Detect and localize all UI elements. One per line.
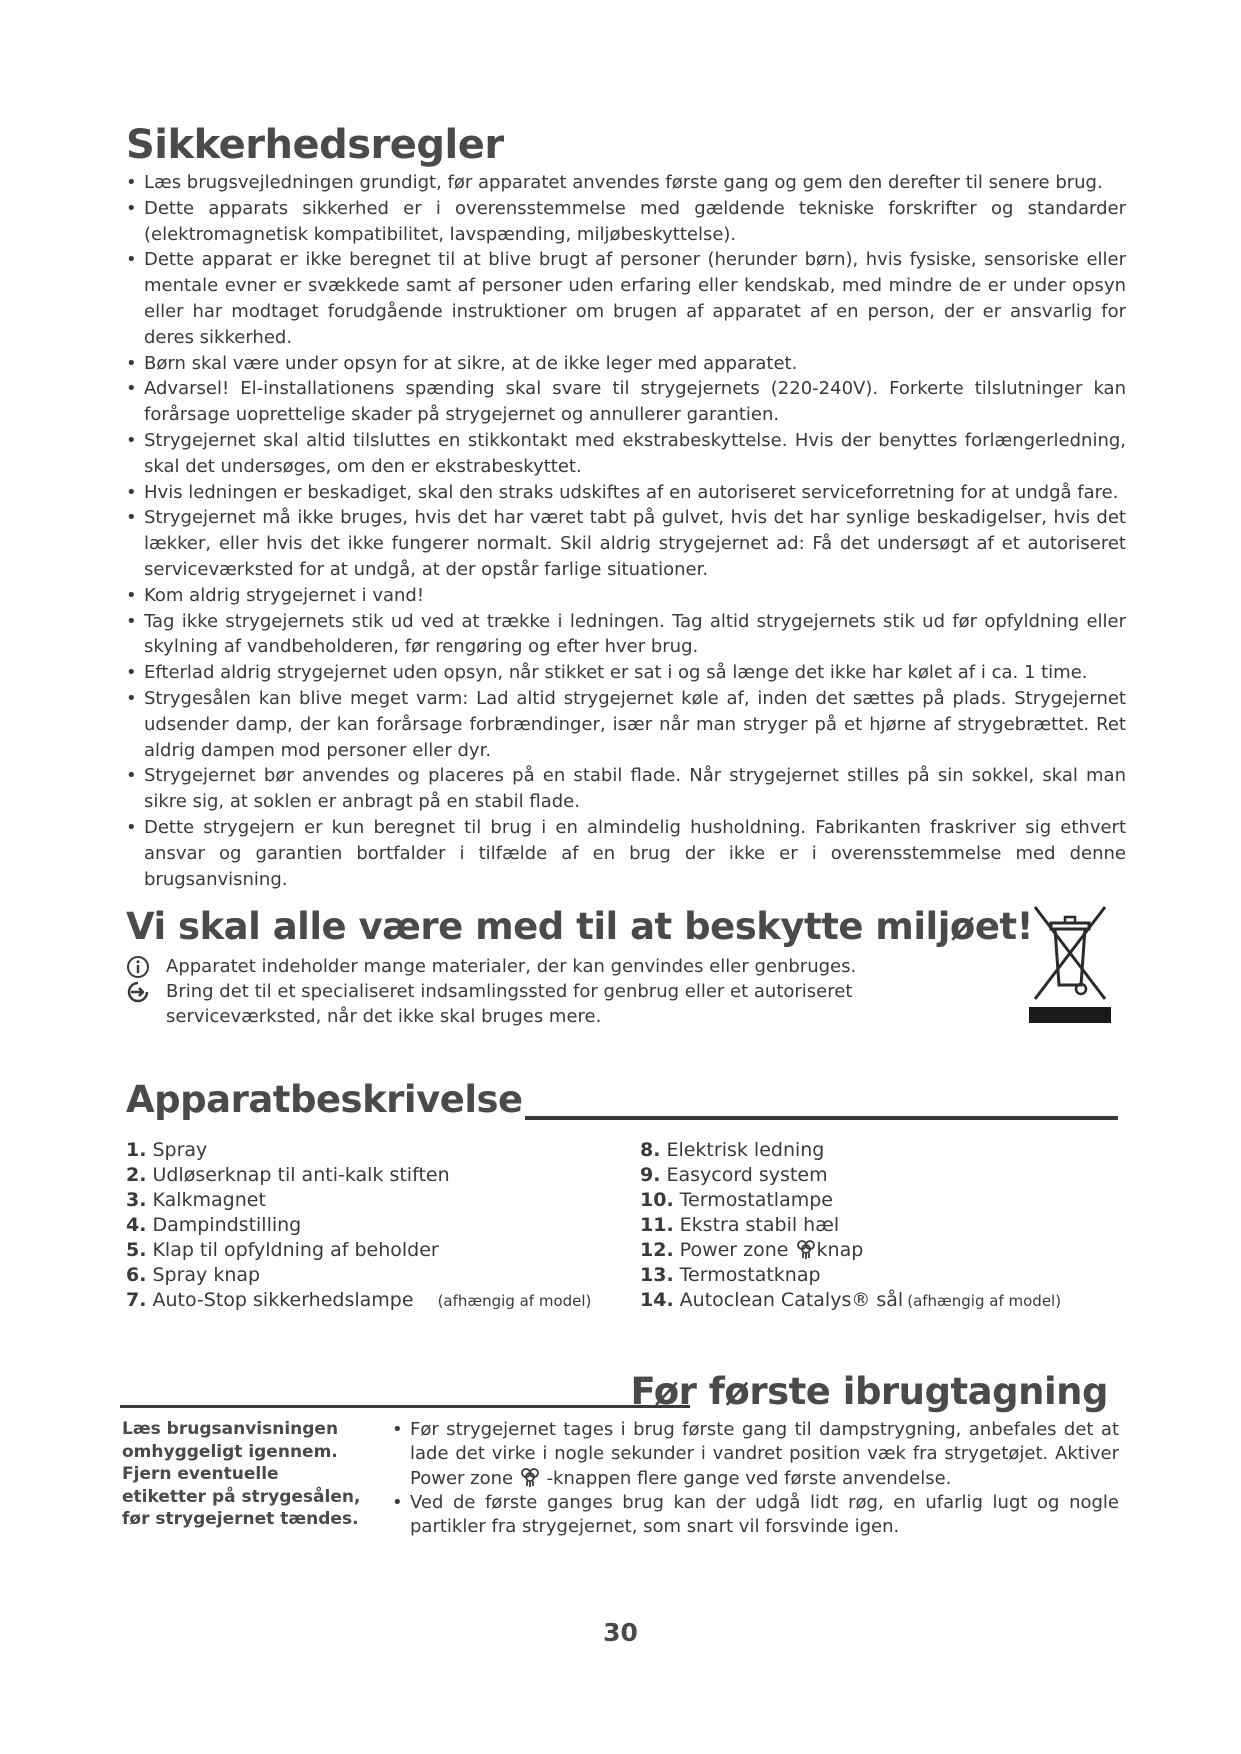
safety-title: Sikkerhedsregler: [126, 122, 504, 168]
part-item: 13. Termostatknap: [640, 1264, 821, 1286]
power-zone-steam-icon: [795, 1238, 817, 1260]
safety-item: • Børn skal være under opsyn for at sikre, at de ikke leger med apparatet.: [126, 351, 1126, 377]
part-item: 12. Power zone knap: [640, 1239, 864, 1261]
part-item: 2. Udløserknap til anti-kalk stiften: [126, 1164, 450, 1186]
first-use-rule: [120, 1405, 690, 1408]
part-note: (afhængig af model): [437, 1292, 592, 1310]
part-item: 10. Termostatlampe: [640, 1189, 833, 1211]
safety-list: [126, 170, 1126, 892]
first-use-title: Før første ibrugtagning: [630, 1370, 1108, 1413]
environment-title: Vi skal alle være med til at beskytte miljøet!: [126, 905, 1033, 948]
description-header: [126, 1078, 1118, 1124]
power-zone-steam-icon: [519, 1466, 541, 1488]
safety-item: • Hvis ledningen er beskadiget, skal den straks udskiftes af en autoriseret serviceforretning for at undgå fare.: [126, 480, 1126, 506]
part-item: 3. Kalkmagnet: [126, 1189, 266, 1211]
environment-arrow-item: [126, 979, 1006, 1029]
safety-item: • Tag ikke strygejernets stik ud ved at trække i ledningen. Tag altid strygejernets stik ud før opfyldning eller skylning af vandbeholderen, før rengøring og efter hver brug.: [126, 609, 1126, 661]
part-item: 14. Autoclean Catalys® sål (afhængig af model): [640, 1289, 1062, 1311]
safety-item: • Strygesålen kan blive meget varm: Lad altid strygejernet køle af, inden det sættes på plads. Strygejernet udsender damp, der kan forårsage forbrændinger, især når man stryger på et hjørne af strygebrættet. Ret aldrig dampen mod personer eller dyr.: [126, 686, 1126, 763]
environment-arrow-text: Bring det til et specialiseret indsamlingssted for genbrug eller et autoriseret serviceværksted, når det ikke skal bruges mere.: [166, 981, 853, 1027]
first-use-item: • Ved de første ganges brug kan der udgå lidt røg, en ufarlig lugt og nogle partikler fra strygejernet, som snart vil forsvinde igen.: [392, 1491, 1119, 1539]
safety-item: • Advarsel! El-installationens spænding skal svare til strygejernets (220-240V). Forkerte tilslutninger kan forårsage uoprettelige skader på strygejernet og annullerer garantien.: [126, 376, 1126, 428]
part-note: (afhængig af model): [907, 1292, 1062, 1310]
environment-info-item: [126, 954, 1006, 979]
part-item: 5. Klap til opfyldning af beholder: [126, 1239, 439, 1261]
safety-item: • Dette apparats sikkerhed er i overensstemmelse med gældende tekniske forskrifter og standarder (elektromagnetisk kompatibilitet, lavspænding, miljøbeskyttelse).: [126, 196, 1126, 248]
first-use-side-note: Læs brugsanvisningen omhyggeligt igennem. Fjern eventuelle etiketter på strygesålen, før strygejernet tændes.: [122, 1419, 361, 1529]
part-item: 6. Spray knap: [126, 1264, 261, 1286]
safety-item: • Dette strygejern er kun beregnet til brug i en almindelig husholdning. Fabrikanten fraskriver sig ethvert ansvar og garantien bortfalder i tilfælde af en brug der ikke er i overensstemmelse med denne brugsanvisning.: [126, 815, 1126, 892]
safety-item: • Efterlad aldrig strygejernet uden opsyn, når stikket er sat i og så længe det ikke har kølet af i ca. 1 time.: [126, 660, 1126, 686]
safety-item: • Kom aldrig strygejernet i vand!: [126, 583, 1126, 609]
arrow-right-icon: [126, 980, 150, 1004]
info-icon: [126, 955, 150, 979]
parts-list-right: [640, 1138, 1120, 1314]
first-use-item: • Før strygejernet tages i brug første gang til dampstrygning, anbefales det at lade det virke i nogle sekunder i vandret position væk fra strygetøjet. Aktiver Power zone -knappen flere gange ved første anvendelse.: [392, 1418, 1119, 1491]
part-item: 1. Spray: [126, 1139, 208, 1161]
parts-list-left: [126, 1138, 626, 1314]
part-item: 9. Easycord system: [640, 1164, 828, 1186]
safety-item: • Strygejernet må ikke bruges, hvis det har været tabt på gulvet, hvis det har synlige beskadigelser, hvis det lækker, eller hvis det ikke fungerer normalt. Skil aldrig strygejernet ad: Få det undersøgt af et autoriseret serviceværksted for at undgå, at der opstår farlige situationer.: [126, 505, 1126, 582]
crossed-out-wheelie-bin-icon: [1025, 903, 1115, 1025]
first-use-header: [120, 1370, 1118, 1416]
part-item: 7. Auto-Stop sikkerhedslampe (afhængig af model): [126, 1289, 592, 1311]
part-item: 11. Ekstra stabil hæl: [640, 1214, 840, 1236]
part-item: 8. Elektrisk ledning: [640, 1139, 825, 1161]
first-use-list: [392, 1418, 1119, 1539]
safety-item: • Strygejernet skal altid tilsluttes en stikkontakt med ekstrabeskyttelse. Hvis der benyttes forlængerledning, skal det undersøges, om den er ekstrabeskyttet.: [126, 428, 1126, 480]
safety-item: • Læs brugsvejledningen grundigt, før apparatet anvendes første gang og gem den derefter til senere brug.: [126, 170, 1126, 196]
environment-info-text: Apparatet indeholder mange materialer, der kan genvindes eller genbruges.: [166, 956, 857, 977]
safety-item: • Strygejernet bør anvendes og placeres på en stabil flade. Når strygejernet stilles på sin sokkel, skal man sikre sig, at soklen er anbragt på en stabil flade.: [126, 763, 1126, 815]
description-title: Apparatbeskrivelse: [126, 1078, 523, 1121]
environment-items: [126, 954, 1006, 1029]
part-item: 4. Dampindstilling: [126, 1214, 302, 1236]
safety-item: • Dette apparat er ikke beregnet til at blive brugt af personer (herunder børn), hvis fysiske, sensoriske eller mentale evner er svækkede samt af personer uden erfaring eller kendskab, med mindre de er under opsyn eller har modtaget forudgående instruktioner om brugen af apparatet af en person, der er ansvarlig for deres sikkerhed.: [126, 247, 1126, 350]
page-number: 30: [603, 1618, 638, 1647]
